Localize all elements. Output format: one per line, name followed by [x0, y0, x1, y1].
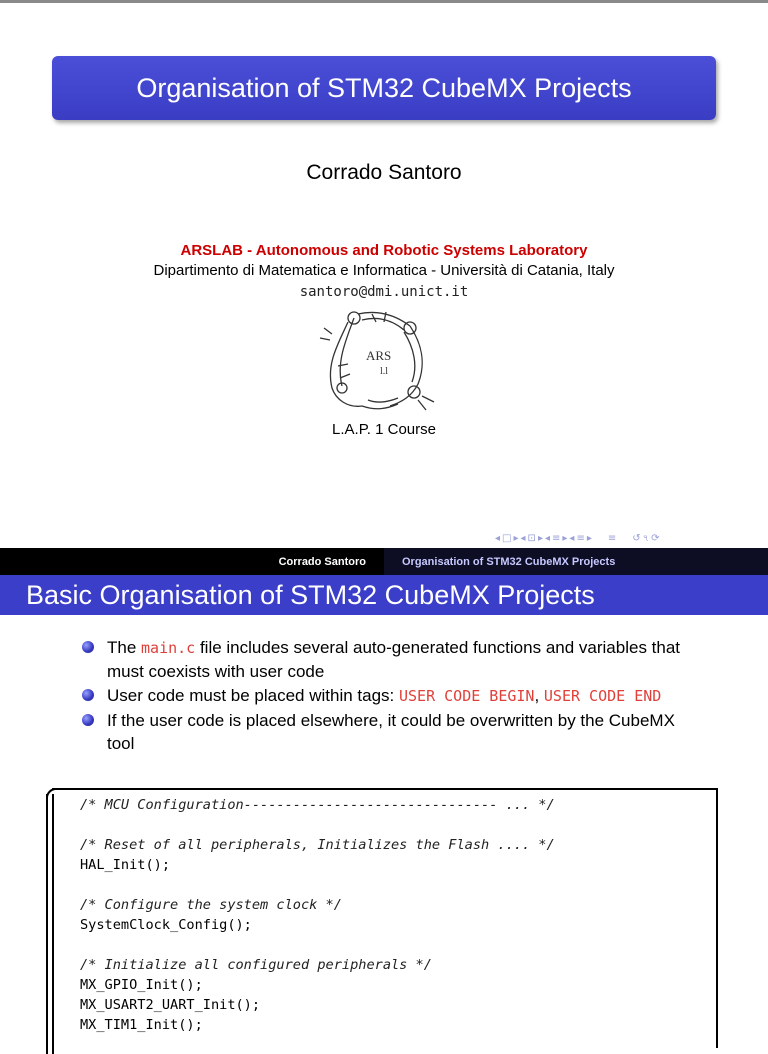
- code-line: /* MCU Configuration------------------------------- ... */: [80, 797, 555, 813]
- slide2-title: Basic Organisation of STM32 CubeMX Projects: [0, 575, 768, 615]
- svg-text:l.l: l.l: [380, 366, 389, 377]
- list-item: If the user code is placed elsewhere, it could be overwritten by the CubeMX tool: [82, 709, 692, 755]
- nav-left-icon[interactable]: ◂: [495, 533, 501, 544]
- header-title: Organisation of STM32 CubeMX Projects: [384, 548, 768, 576]
- code-inline: USER CODE BEGIN: [398, 687, 535, 705]
- list-item: User code must be placed within tags: USER CODE BEGIN, USER CODE END: [82, 684, 692, 708]
- department: Dipartimento di Matematica e Informatica - Università di Catania, Italy: [153, 262, 615, 279]
- bullet-ball-icon: [82, 689, 94, 701]
- top-divider: [0, 0, 768, 3]
- slide1-title: Organisation of STM32 CubeMX Projects: [52, 56, 716, 120]
- bullet-ball-icon: [82, 641, 94, 653]
- bullet-ball-icon: [82, 714, 94, 726]
- code-line: SystemClock_Config();: [80, 917, 252, 933]
- author-name: Corrado Santoro: [306, 161, 462, 184]
- nav-search-icon[interactable]: ৭: [642, 533, 650, 544]
- nav-right-icon[interactable]: ▸: [537, 533, 543, 544]
- nav-right-icon[interactable]: ▸: [562, 533, 568, 544]
- email[interactable]: santoro@dmi.unict.it: [299, 284, 469, 300]
- code-inline: USER CODE END: [543, 687, 662, 705]
- code-line: /* Configure the system clock */: [80, 897, 342, 913]
- code-line: HAL_Init();: [80, 857, 171, 873]
- nav-left-icon[interactable]: ◂: [544, 533, 550, 544]
- slide2-headline: [0, 548, 768, 576]
- code-line: MX_TIM1_Init();: [80, 1017, 203, 1033]
- ars-logo: [318, 304, 440, 416]
- nav-toc-icon[interactable]: ≡: [607, 533, 617, 544]
- code-block: [80, 795, 555, 1035]
- nav-section-icon[interactable]: ≡: [576, 533, 585, 544]
- header-author: Corrado Santoro: [0, 548, 384, 576]
- nav-back-icon[interactable]: ↺: [632, 533, 641, 544]
- beamer-navigation[interactable]: [495, 531, 660, 547]
- code-inline: main.c: [141, 639, 196, 657]
- nav-subsection-icon[interactable]: ⊡: [527, 533, 536, 544]
- list-item: The main.c file includes several auto-generated functions and variables that must coexists with user code: [82, 636, 692, 683]
- nav-left-icon[interactable]: ◂: [569, 533, 575, 544]
- nav-left-icon[interactable]: ◂: [520, 533, 526, 544]
- code-line: /* Initialize all configured peripherals */: [80, 957, 432, 973]
- nav-forward-icon[interactable]: ⟳: [651, 533, 660, 544]
- course-name: L.A.P. 1 Course: [332, 421, 436, 438]
- nav-right-icon[interactable]: ▸: [513, 533, 519, 544]
- nav-section-icon[interactable]: ≡: [552, 533, 561, 544]
- nav-right-icon[interactable]: ▸: [586, 533, 592, 544]
- code-line: /* Reset of all peripherals, Initializes the Flash .... */: [80, 837, 555, 853]
- code-line: MX_GPIO_Init();: [80, 977, 203, 993]
- code-line: MX_USART2_UART_Init();: [80, 997, 261, 1013]
- nav-frame-icon[interactable]: □: [502, 533, 512, 544]
- svg-text:ARS: ARS: [366, 348, 392, 363]
- bullet-list: [82, 636, 692, 756]
- lab-name: ARSLAB - Autonomous and Robotic Systems Laboratory: [180, 242, 588, 259]
